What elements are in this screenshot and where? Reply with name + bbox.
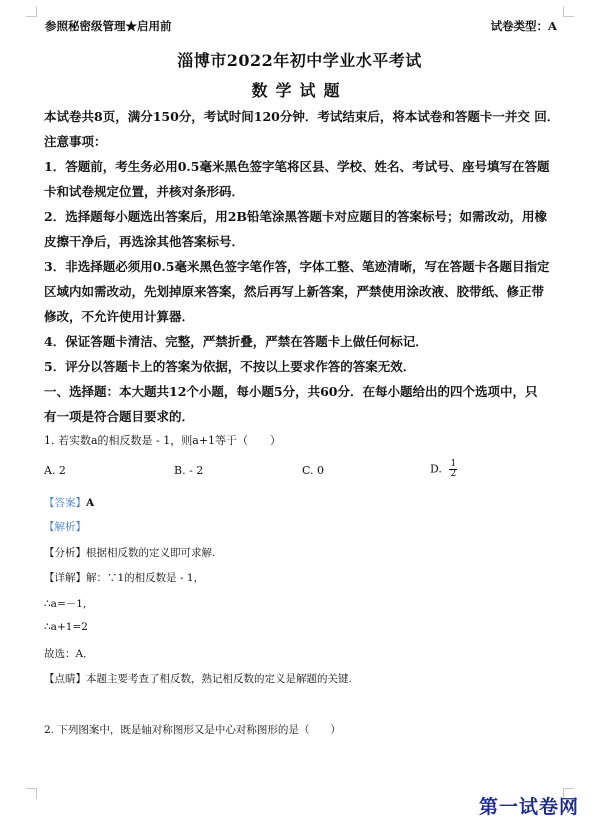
note-line: 皮擦干净后，再选涂其他答案标号． [44, 234, 245, 249]
fraction [449, 460, 457, 479]
note-line: 卡和试卷规定位置，并核对条形码． [44, 184, 245, 199]
detail-line [44, 570, 204, 585]
remark-line [44, 671, 352, 686]
exam-title: 淄博市2022年初中学业水平考试 [177, 51, 422, 70]
note-line: 5．评分以答题卡上的答案为依据，不按以上要求作答的答案无效． [44, 359, 416, 374]
secrecy-label: 参照秘密级管理★启用前 [45, 19, 172, 33]
watermark-logo: 第一试卷网 [478, 796, 579, 818]
question-1: 1. 若实数a的相反数是 - 1，则a+1等于（ ） [44, 434, 282, 447]
option-c: C. 0 [302, 464, 325, 477]
notes-label: 注意事项： [44, 134, 107, 149]
page-header [45, 18, 557, 34]
fraction-numerator: 1 [450, 459, 457, 469]
option-b: B. - 2 [174, 464, 204, 477]
note-line: 2．选择题每小题选出答案后，用2B铅笔涂黑答题卡对应题目的答案标号；如需改动，用橡 [44, 209, 547, 224]
fraction-denominator: 2 [450, 469, 457, 479]
crop-mark-bottom-left [26, 788, 37, 799]
option-d [430, 460, 457, 479]
answer-label: 【答案】 [44, 497, 86, 509]
fenxi-label: 【分析】 [44, 547, 86, 559]
section-heading: 有一项是符合题目要求的． [44, 409, 195, 424]
note-line: 区域内如需改动，先划掉原来答案，然后再写上新答案，严禁使用涂改液、胶带纸、修正带 [44, 284, 545, 299]
analysis-line [44, 545, 215, 560]
exam-subtitle: 数学试题 [251, 81, 348, 100]
step-2: ∴a+1=2 [44, 621, 88, 633]
paper-type-label: 试卷类型：A [490, 19, 557, 33]
xiangjie-label: 【详解】 [44, 572, 86, 584]
question-2: 2. 下列图案中，既是轴对称图形又是中心对称图形的是（ ） [44, 724, 341, 736]
note-line: 修改，不允许使用计算器． [44, 309, 195, 324]
dianjing-label: 【点睛】 [44, 673, 86, 685]
crop-mark-top-left [26, 6, 37, 17]
option-d-label: D. [430, 462, 442, 476]
answer-value: A [86, 497, 95, 509]
section-heading: 一、选择题：本大题共12个小题，每小题5分，共60分．在每小题给出的四个选项中，只 [44, 384, 538, 399]
instructions-block [44, 104, 564, 429]
fenxi-text: 根据相反数的定义即可求解. [86, 547, 216, 559]
answer-line [44, 495, 94, 510]
crop-mark-top-right [563, 6, 574, 17]
option-a: A. 2 [44, 464, 66, 477]
xiangjie-text: 解：∵1的相反数是 - 1， [86, 572, 205, 584]
question-1-options [44, 459, 564, 486]
step-1: ∴a=－1, [44, 598, 87, 610]
note-line: 3．非选择题必须用0.5毫米黑色签字笔作答，字体工整、笔迹清晰，写在答题卡各题目指定 [44, 259, 550, 274]
note-line: 4．保证答题卡清洁、完整，严禁折叠，严禁在答题卡上做任何标记． [44, 334, 428, 349]
intro-text: 本试卷共8页，满分150分，考试时间120分钟．考试结束后，将本试卷和答题卡一并交 回． [44, 109, 560, 124]
dianjing-text: 本题主要考查了相反数，熟记相反数的定义是解题的关键. [86, 673, 352, 685]
choose-line: 故选：A． [44, 648, 94, 660]
note-line: 1．答题前，考生务必用0.5毫米黑色签字笔将区县、学校、姓名、考试号、座号填写在答题 [44, 159, 550, 174]
analysis-label: 【解析】 [44, 521, 86, 533]
